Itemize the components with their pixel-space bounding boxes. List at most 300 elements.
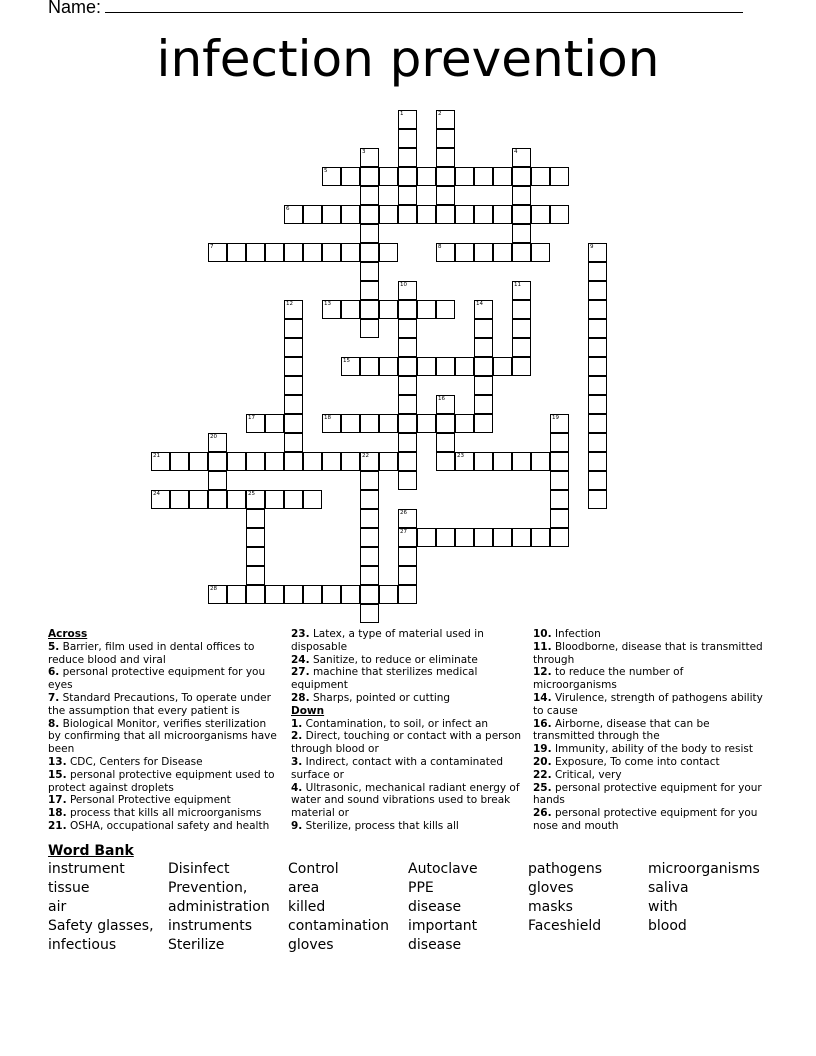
- crossword-cell[interactable]: [227, 585, 246, 604]
- crossword-cell[interactable]: [208, 490, 227, 509]
- crossword-cell[interactable]: [417, 167, 436, 186]
- crossword-cell[interactable]: [360, 205, 379, 224]
- clue-number: 24: [153, 491, 160, 497]
- crossword-cell[interactable]: [531, 243, 550, 262]
- crossword-cell[interactable]: [455, 528, 474, 547]
- crossword-cell[interactable]: [360, 357, 379, 376]
- clue-text: Ultrasonic, mechanical radiant energy of water and sound vibrations used to break material or: [291, 781, 520, 820]
- down-clue: [291, 820, 527, 833]
- clue-number: 13: [324, 301, 331, 307]
- crossword-cell[interactable]: [455, 205, 474, 224]
- crossword-cell[interactable]: [455, 452, 474, 471]
- crossword-cell[interactable]: [398, 300, 417, 319]
- crossword-cell[interactable]: [360, 547, 379, 566]
- crossword-cell[interactable]: [398, 509, 417, 528]
- clue-number: 11.: [533, 640, 552, 653]
- crossword-cell[interactable]: [303, 490, 322, 509]
- across-clue: [48, 641, 280, 667]
- down-clue: [533, 718, 768, 744]
- crossword-cell[interactable]: [398, 471, 417, 490]
- crossword-cell[interactable]: [493, 528, 512, 547]
- crossword-cell[interactable]: [512, 528, 531, 547]
- clue-text: Indirect, contact with a contaminated surface or: [291, 755, 503, 781]
- down-clue: [291, 718, 527, 731]
- crossword-cell[interactable]: [474, 167, 493, 186]
- clue-number: 9.: [291, 819, 303, 832]
- crossword-cell[interactable]: [417, 414, 436, 433]
- crossword-cell[interactable]: [284, 205, 303, 224]
- crossword-cell[interactable]: [417, 357, 436, 376]
- crossword-cell[interactable]: [531, 167, 550, 186]
- crossword-cell[interactable]: [474, 357, 493, 376]
- clue-text: Infection: [554, 628, 601, 640]
- crossword-cell[interactable]: [246, 243, 265, 262]
- clue-number: 2.: [291, 730, 303, 743]
- clues-column-2: [291, 628, 527, 833]
- crossword-cell[interactable]: [227, 452, 246, 471]
- crossword-cell[interactable]: [588, 376, 607, 395]
- crossword-cell[interactable]: [360, 528, 379, 547]
- crossword-cell[interactable]: [265, 452, 284, 471]
- crossword-cell[interactable]: [550, 490, 569, 509]
- name-label: Name:: [48, 0, 102, 17]
- crossword-cell[interactable]: [246, 585, 265, 604]
- word-bank-item: important: [408, 918, 478, 934]
- crossword-cell[interactable]: [588, 281, 607, 300]
- crossword-cell[interactable]: [531, 528, 550, 547]
- crossword-cell[interactable]: [360, 167, 379, 186]
- crossword-cell[interactable]: [474, 376, 493, 395]
- crossword-cell[interactable]: [360, 243, 379, 262]
- crossword-cell[interactable]: [398, 319, 417, 338]
- crossword-cell[interactable]: [322, 300, 341, 319]
- down-clue: [533, 769, 768, 782]
- word-bank-item: microorganisms: [648, 861, 760, 877]
- word-bank-item: disease: [408, 937, 462, 953]
- crossword-cell[interactable]: [265, 414, 284, 433]
- crossword-cell[interactable]: [303, 585, 322, 604]
- across-clue: [48, 666, 280, 692]
- clue-number: 14.: [533, 691, 552, 704]
- crossword-cell[interactable]: [455, 414, 474, 433]
- clues-column-3: [533, 628, 768, 833]
- crossword-cell[interactable]: [322, 452, 341, 471]
- crossword-cell[interactable]: [360, 509, 379, 528]
- crossword-cell[interactable]: [227, 490, 246, 509]
- crossword-cell[interactable]: [398, 357, 417, 376]
- down-clue: [533, 641, 768, 667]
- crossword-cell[interactable]: [436, 205, 455, 224]
- clue-number: 28.: [291, 691, 310, 704]
- crossword-cell[interactable]: [588, 395, 607, 414]
- word-bank-item: Prevention,: [168, 880, 248, 896]
- clue-number: 21.: [48, 819, 67, 832]
- word-bank-item: Safety glasses,: [48, 918, 154, 934]
- crossword-cell[interactable]: [436, 186, 455, 205]
- crossword-cell[interactable]: [550, 167, 569, 186]
- clue-number: 1: [400, 111, 404, 117]
- crossword-cell[interactable]: [493, 167, 512, 186]
- crossword-cell[interactable]: [398, 452, 417, 471]
- crossword-cell[interactable]: [303, 205, 322, 224]
- crossword-cell[interactable]: [284, 357, 303, 376]
- crossword-cell[interactable]: [151, 490, 170, 509]
- crossword-cell[interactable]: [398, 148, 417, 167]
- crossword-cell[interactable]: [512, 338, 531, 357]
- crossword-cell[interactable]: [379, 205, 398, 224]
- clue-text: Standard Precautions, To operate under the assumption that every patient is: [48, 691, 271, 717]
- crossword-cell[interactable]: [360, 585, 379, 604]
- clue-text: Airborne, disease that can be transmitted through the: [533, 717, 710, 743]
- word-bank-item: PPE: [408, 880, 434, 896]
- crossword-cell[interactable]: [436, 243, 455, 262]
- clue-text: personal protective equipment for you nose and mouth: [533, 807, 758, 832]
- crossword-cell[interactable]: [531, 205, 550, 224]
- word-bank-item: contamination: [288, 918, 390, 934]
- word-bank-item: area: [288, 880, 320, 896]
- crossword-cell[interactable]: [360, 604, 379, 623]
- crossword-cell[interactable]: [360, 148, 379, 167]
- clue-text: process that kills all microorganisms: [69, 807, 262, 820]
- name-blank-line[interactable]: [105, 0, 743, 13]
- across-clue: [48, 718, 280, 756]
- crossword-cell[interactable]: [588, 414, 607, 433]
- crossword-cell[interactable]: [398, 205, 417, 224]
- crossword-cell[interactable]: [398, 167, 417, 186]
- crossword-cell[interactable]: [284, 319, 303, 338]
- crossword-cell[interactable]: [379, 452, 398, 471]
- crossword-cell[interactable]: [588, 338, 607, 357]
- crossword-cell[interactable]: [246, 528, 265, 547]
- crossword-cell[interactable]: [588, 357, 607, 376]
- crossword-cell[interactable]: [512, 148, 531, 167]
- crossword-cell[interactable]: [170, 490, 189, 509]
- crossword-cell[interactable]: [588, 243, 607, 262]
- crossword-cell[interactable]: [550, 452, 569, 471]
- crossword-cell[interactable]: [436, 414, 455, 433]
- crossword-cell[interactable]: [360, 490, 379, 509]
- crossword-cell[interactable]: [284, 338, 303, 357]
- crossword-cell[interactable]: [246, 566, 265, 585]
- crossword-cell[interactable]: [360, 452, 379, 471]
- down-clue: [291, 756, 527, 782]
- crossword-cell[interactable]: [588, 319, 607, 338]
- clue-number: 19.: [533, 743, 552, 756]
- crossword-cell[interactable]: [474, 338, 493, 357]
- crossword-cell[interactable]: [436, 395, 455, 414]
- crossword-cell[interactable]: [512, 205, 531, 224]
- crossword-cell[interactable]: [588, 471, 607, 490]
- clue-text: Biological Monitor, verifies sterilization by confirming that all microorganisms have been: [48, 717, 277, 756]
- word-bank-item: saliva: [648, 880, 689, 896]
- crossword-cell[interactable]: [512, 281, 531, 300]
- crossword-cell[interactable]: [284, 585, 303, 604]
- crossword-cell[interactable]: [474, 319, 493, 338]
- crossword-cell[interactable]: [189, 490, 208, 509]
- crossword-cell[interactable]: [455, 167, 474, 186]
- crossword-cell[interactable]: [398, 186, 417, 205]
- crossword-cell[interactable]: [360, 281, 379, 300]
- crossword-cell[interactable]: [303, 243, 322, 262]
- crossword-cell[interactable]: [303, 452, 322, 471]
- clue-number: 17.: [48, 794, 67, 807]
- word-bank-item: infectious: [48, 937, 117, 953]
- clue-number: 5: [324, 168, 328, 174]
- word-bank-item: gloves: [528, 880, 574, 896]
- crossword-cell[interactable]: [474, 300, 493, 319]
- crossword-cell[interactable]: [246, 490, 265, 509]
- crossword-cell[interactable]: [322, 167, 341, 186]
- crossword-cell[interactable]: [455, 357, 474, 376]
- clue-number: 20.: [533, 755, 552, 768]
- crossword-cell[interactable]: [379, 243, 398, 262]
- crossword-cell[interactable]: [512, 243, 531, 262]
- crossword-cell[interactable]: [398, 376, 417, 395]
- clue-number: 16.: [533, 717, 552, 730]
- crossword-cell[interactable]: [512, 224, 531, 243]
- crossword-cell[interactable]: [417, 205, 436, 224]
- crossword-cell[interactable]: [208, 433, 227, 452]
- across-clue: [48, 769, 280, 795]
- crossword-cell[interactable]: [436, 433, 455, 452]
- clue-text: Latex, a type of material used in disposable: [291, 628, 484, 653]
- word-bank-item: Disinfect: [168, 861, 230, 877]
- crossword-cell[interactable]: [474, 414, 493, 433]
- crossword-cell[interactable]: [265, 243, 284, 262]
- crossword-cell[interactable]: [550, 528, 569, 547]
- crossword-cell[interactable]: [360, 262, 379, 281]
- crossword-cell[interactable]: [360, 224, 379, 243]
- crossword-cell[interactable]: [341, 357, 360, 376]
- crossword-cell[interactable]: [322, 243, 341, 262]
- crossword-cell[interactable]: [322, 414, 341, 433]
- down-clue: [533, 692, 768, 718]
- clue-number: 15: [343, 358, 350, 364]
- crossword-cell[interactable]: [398, 433, 417, 452]
- crossword-cell[interactable]: [398, 566, 417, 585]
- crossword-cell[interactable]: [493, 205, 512, 224]
- crossword-cell[interactable]: [417, 528, 436, 547]
- word-bank-item: with: [648, 899, 678, 915]
- crossword-cell[interactable]: [398, 547, 417, 566]
- clue-number: 25.: [533, 781, 552, 794]
- crossword-cell[interactable]: [360, 319, 379, 338]
- across-clue: [291, 628, 527, 654]
- crossword-cell[interactable]: [379, 357, 398, 376]
- crossword-cell[interactable]: [322, 205, 341, 224]
- clue-number: 25: [248, 491, 255, 497]
- crossword-cell[interactable]: [341, 300, 360, 319]
- clues-column-1: [48, 628, 280, 833]
- word-bank-item: instruments: [168, 918, 253, 934]
- crossword-cell[interactable]: [474, 243, 493, 262]
- crossword-cell[interactable]: [284, 414, 303, 433]
- word-bank-item: Control: [288, 861, 339, 877]
- clue-number: 20: [210, 434, 217, 440]
- name-field[interactable]: [48, 0, 743, 18]
- crossword-cell[interactable]: [436, 452, 455, 471]
- across-clue: [48, 692, 280, 718]
- crossword-cell[interactable]: [588, 300, 607, 319]
- crossword-cell[interactable]: [341, 243, 360, 262]
- crossword-cell[interactable]: [360, 471, 379, 490]
- word-bank-item: administration: [168, 899, 270, 915]
- crossword-cell[interactable]: [398, 338, 417, 357]
- crossword-cell[interactable]: [379, 585, 398, 604]
- word-bank-item: Faceshield: [528, 918, 602, 934]
- crossword-cell[interactable]: [398, 281, 417, 300]
- crossword-cell[interactable]: [341, 414, 360, 433]
- crossword-cell[interactable]: [436, 110, 455, 129]
- crossword-cell[interactable]: [398, 395, 417, 414]
- crossword-cell[interactable]: [588, 262, 607, 281]
- crossword-cell[interactable]: [512, 357, 531, 376]
- crossword-cell[interactable]: [341, 585, 360, 604]
- page-title: infection prevention: [156, 30, 660, 88]
- clue-number: 14: [476, 301, 483, 307]
- crossword-cell[interactable]: [208, 585, 227, 604]
- clue-number: 12: [286, 301, 293, 307]
- crossword-cell[interactable]: [284, 376, 303, 395]
- crossword-cell[interactable]: [265, 490, 284, 509]
- crossword-cell[interactable]: [398, 528, 417, 547]
- crossword-cell[interactable]: [341, 452, 360, 471]
- across-clue: [291, 654, 527, 667]
- crossword-cell[interactable]: [436, 148, 455, 167]
- crossword-cell[interactable]: [265, 585, 284, 604]
- crossword-cell[interactable]: [170, 452, 189, 471]
- clue-number: 22.: [533, 768, 552, 781]
- crossword-cell[interactable]: [151, 452, 170, 471]
- crossword-cell[interactable]: [398, 585, 417, 604]
- crossword-cell[interactable]: [474, 528, 493, 547]
- clue-text: Sharps, pointed or cutting: [312, 691, 451, 704]
- clue-text: machine that sterilizes medical equipment: [291, 666, 478, 692]
- crossword-cell[interactable]: [246, 414, 265, 433]
- crossword-cell[interactable]: [512, 452, 531, 471]
- crossword-cell[interactable]: [493, 452, 512, 471]
- clue-number: 6.: [48, 666, 60, 679]
- crossword-cell[interactable]: [246, 509, 265, 528]
- crossword-cell[interactable]: [550, 433, 569, 452]
- clue-number: 10: [400, 282, 407, 288]
- crossword-cell[interactable]: [550, 205, 569, 224]
- crossword-cell[interactable]: [436, 300, 455, 319]
- word-bank-item: gloves: [288, 937, 334, 953]
- across-clue: [48, 794, 280, 807]
- clue-number: 7: [210, 244, 214, 250]
- crossword-cell[interactable]: [588, 490, 607, 509]
- crossword-cell[interactable]: [284, 395, 303, 414]
- clue-text: Barrier, film used in dental offices to reduce blood and viral: [48, 640, 255, 666]
- crossword-cell[interactable]: [588, 452, 607, 471]
- crossword-cell[interactable]: [360, 414, 379, 433]
- crossword-cell[interactable]: [379, 414, 398, 433]
- crossword-cell[interactable]: [379, 167, 398, 186]
- clue-number: 27.: [291, 666, 310, 679]
- clue-number: 24.: [291, 653, 310, 666]
- clue-number: 8: [438, 244, 442, 250]
- crossword-cell[interactable]: [341, 205, 360, 224]
- clue-number: 7.: [48, 691, 60, 704]
- crossword-cell[interactable]: [550, 414, 569, 433]
- crossword-cell[interactable]: [493, 357, 512, 376]
- word-bank-item: killed: [288, 899, 326, 915]
- crossword-cell[interactable]: [436, 528, 455, 547]
- crossword-cell[interactable]: [512, 319, 531, 338]
- crossword-cell[interactable]: [246, 547, 265, 566]
- clue-number: 23.: [291, 628, 310, 640]
- down-clue: [291, 730, 527, 756]
- crossword-cell[interactable]: [341, 167, 360, 186]
- crossword-cell[interactable]: [322, 585, 341, 604]
- crossword-cell[interactable]: [474, 205, 493, 224]
- crossword-cell[interactable]: [436, 129, 455, 148]
- crossword-cell[interactable]: [208, 471, 227, 490]
- crossword-cell[interactable]: [208, 452, 227, 471]
- crossword-cell[interactable]: [417, 300, 436, 319]
- crossword-cell[interactable]: [398, 414, 417, 433]
- clue-text: to reduce the number of microorganisms: [533, 666, 684, 692]
- crossword-cell[interactable]: [474, 395, 493, 414]
- clue-text: personal protective equipment for your hands: [533, 781, 762, 807]
- crossword-cell[interactable]: [493, 243, 512, 262]
- word-bank-item: instrument: [48, 861, 125, 877]
- crossword-cell[interactable]: [550, 509, 569, 528]
- crossword-cell[interactable]: [360, 300, 379, 319]
- crossword-cell[interactable]: [227, 243, 246, 262]
- clue-number: 3: [362, 149, 366, 155]
- word-bank-item: pathogens: [528, 861, 603, 877]
- clue-number: 19: [552, 415, 559, 421]
- clue-text: Critical, very: [554, 768, 622, 781]
- crossword-cell[interactable]: [208, 243, 227, 262]
- clue-number: 12.: [533, 666, 552, 679]
- crossword-cell[interactable]: [360, 566, 379, 585]
- crossword-cell[interactable]: [512, 167, 531, 186]
- crossword-cell[interactable]: [284, 490, 303, 509]
- clue-number: 21: [153, 453, 160, 459]
- crossword-cell[interactable]: [474, 452, 493, 471]
- crossword-cell[interactable]: [436, 357, 455, 376]
- crossword-cell[interactable]: [398, 110, 417, 129]
- crossword-cell[interactable]: [455, 243, 474, 262]
- clue-number: 27: [400, 529, 407, 535]
- crossword-cell[interactable]: [284, 433, 303, 452]
- crossword-cell[interactable]: [284, 300, 303, 319]
- crossword-cell[interactable]: [512, 300, 531, 319]
- crossword-cell[interactable]: [246, 452, 265, 471]
- clue-text: Virulence, strength of pathogens ability to cause: [533, 691, 763, 717]
- crossword-cell[interactable]: [436, 167, 455, 186]
- word-bank-item: disease: [408, 899, 462, 915]
- crossword-cell[interactable]: [398, 129, 417, 148]
- clue-number: 4.: [291, 781, 303, 794]
- crossword-cell[interactable]: [531, 452, 550, 471]
- crossword-cell[interactable]: [512, 186, 531, 205]
- clue-number: 8.: [48, 717, 60, 730]
- down-clue: [533, 807, 768, 833]
- crossword-cell[interactable]: [284, 452, 303, 471]
- crossword-cell[interactable]: [550, 471, 569, 490]
- clue-number: 11: [514, 282, 521, 288]
- crossword-cell[interactable]: [284, 243, 303, 262]
- crossword-cell[interactable]: [360, 186, 379, 205]
- crossword-cell[interactable]: [588, 433, 607, 452]
- clue-number: 10.: [533, 628, 552, 640]
- crossword-cell[interactable]: [189, 452, 208, 471]
- crossword-cell[interactable]: [379, 300, 398, 319]
